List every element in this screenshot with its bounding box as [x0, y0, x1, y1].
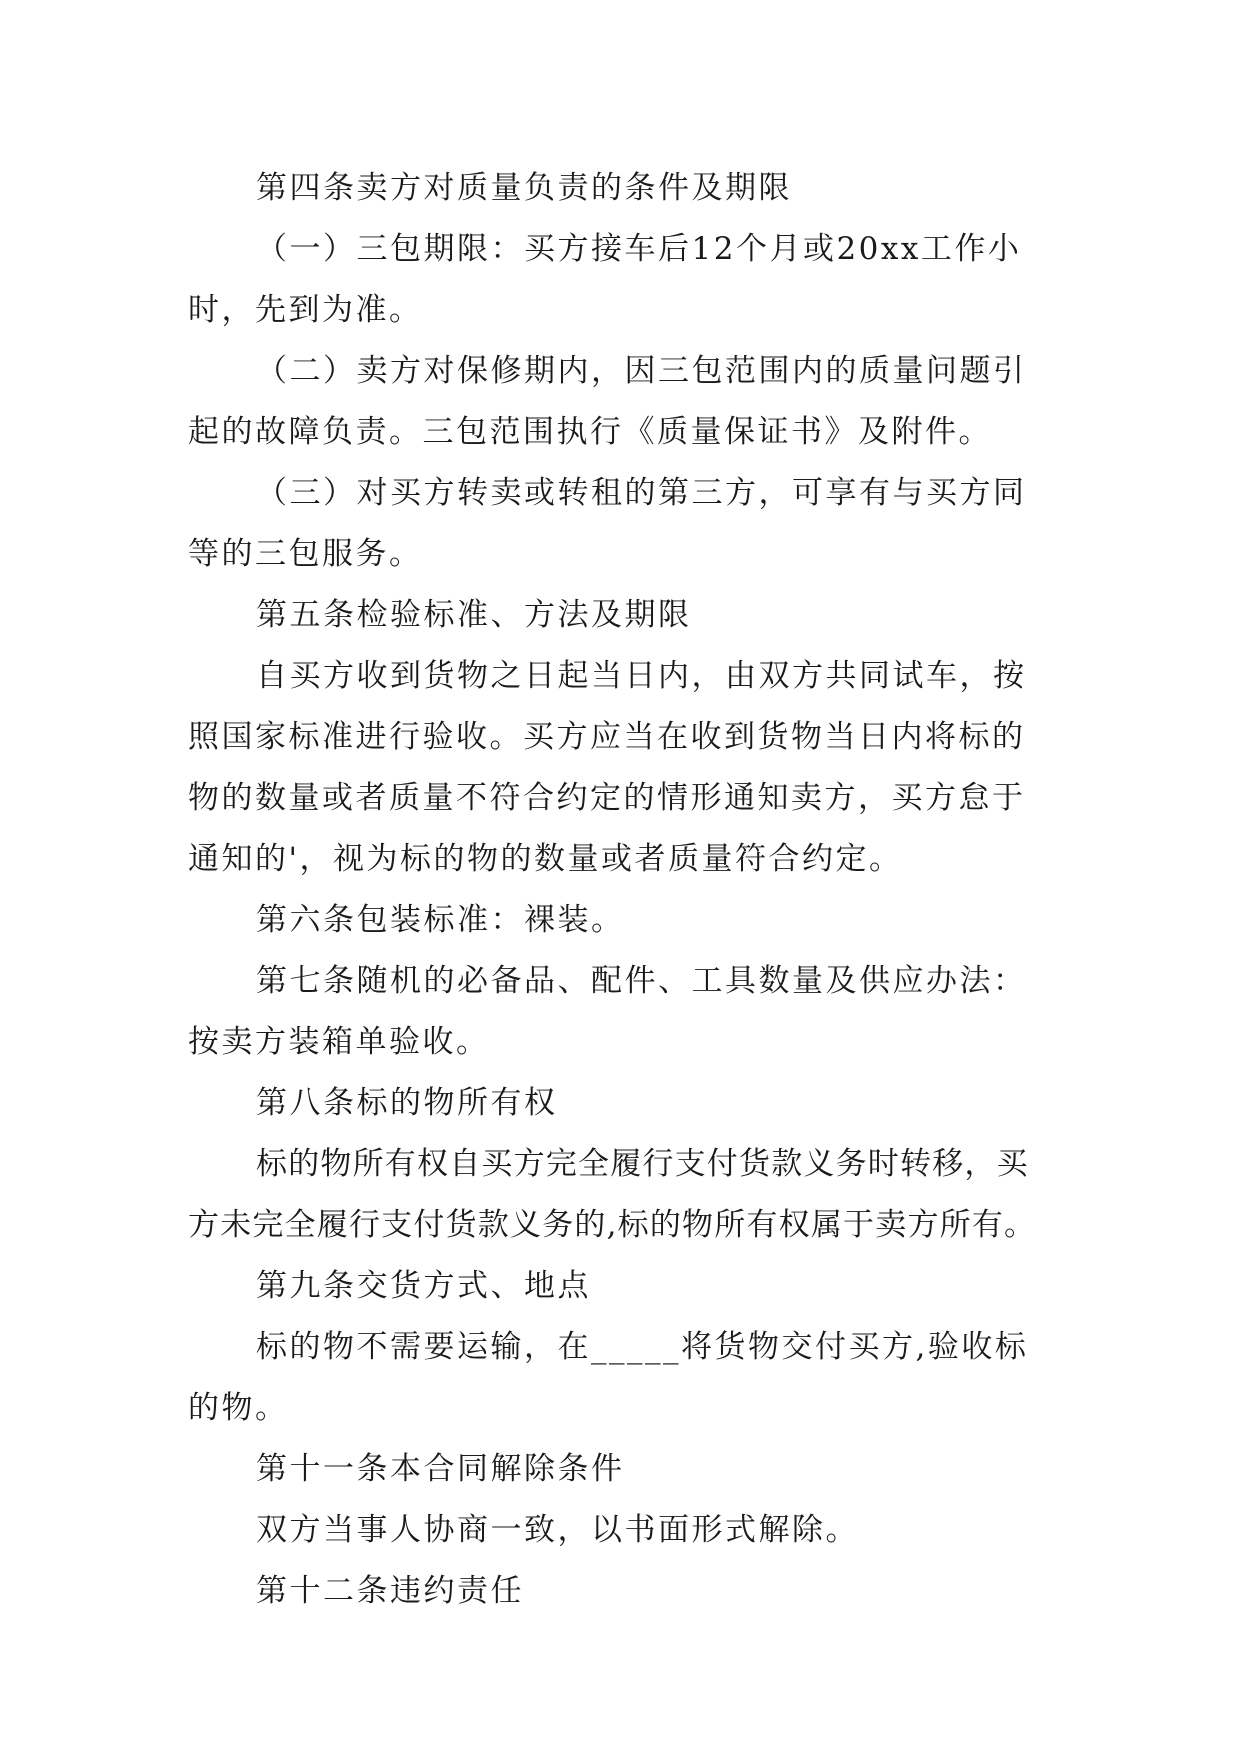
article-11-heading: 第十一条本合同解除条件 — [256, 1451, 625, 1487]
article-4-clause-1: （一）三包期限：买方接车后12个月或20xx工作小时，先到为准。 — [188, 231, 1022, 328]
article-9-body: 标的物不需要运输，在_____将货物交付买方,验收标的物。 — [188, 1329, 1029, 1426]
article-7-heading: 第七条随机的必备品、配件、工具数量及供应办法：按卖方装箱单验收。 — [188, 963, 1027, 1060]
article-4-heading: 第四条卖方对质量负责的条件及期限 — [256, 170, 792, 206]
article-8-heading: 第八条标的物所有权 — [256, 1085, 558, 1121]
article-4-clause-2: （二）卖方对保修期内，因三包范围内的质量问题引起的故障负责。三包范围执行《质量保证书》及附件。 — [188, 353, 1027, 450]
article-6-heading: 第六条包装标准：裸装。 — [256, 902, 625, 938]
document-body — [188, 158, 1054, 1622]
article-4-clause-3: （三）对买方转卖或转租的第三方，可享有与买方同等的三包服务。 — [188, 475, 1027, 572]
article-11-body: 双方当事人协商一致，以书面形式解除。 — [256, 1512, 859, 1548]
article-5-body: 自买方收到货物之日起当日内，由双方共同试车，按照国家标准进行验收。买方应当在收到货物当日内将标的物的数量或者质量不符合约定的情形通知卖方，买方怠于通知的'，视为标的物的数量或者质量符合约定。 — [188, 658, 1027, 877]
article-12-heading: 第十二条违约责任 — [256, 1573, 524, 1609]
article-5-heading: 第五条检验标准、方法及期限 — [256, 597, 692, 633]
article-8-body: 标的物所有权自买方完全履行支付货款义务时转移，买方未完全履行支付货款义务的,标的物所有权属于卖方所有。 — [188, 1146, 1037, 1243]
article-9-heading: 第九条交货方式、地点 — [256, 1268, 591, 1304]
